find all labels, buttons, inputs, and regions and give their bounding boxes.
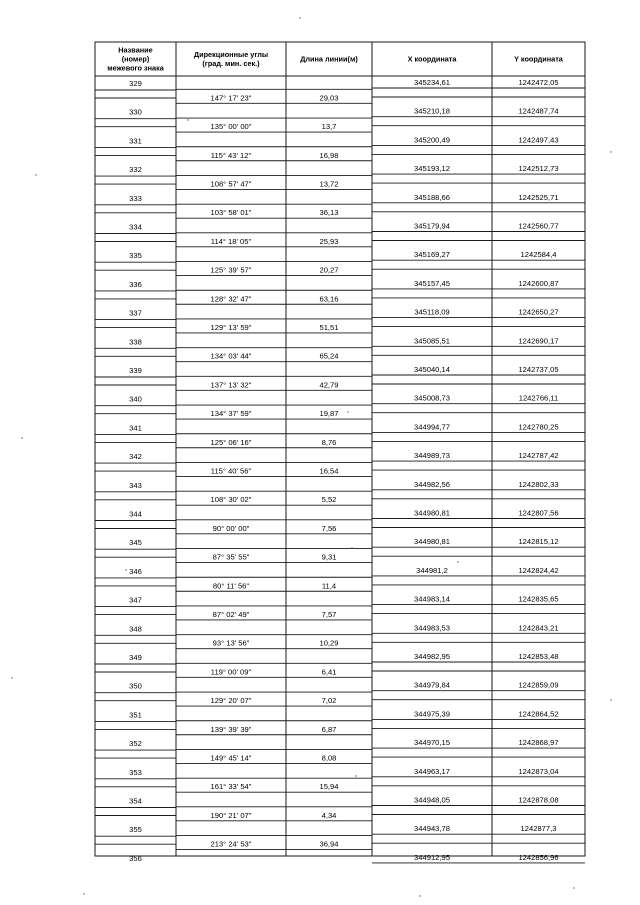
direction-angle-cell: 149° 45' 14" (210, 753, 252, 763)
point-name-cell: 343 (129, 480, 142, 490)
line-length-cell: 65,24 (319, 351, 339, 361)
header-point-name: (номер) (121, 54, 150, 64)
scan-speck (347, 411, 348, 412)
scan-speck (573, 887, 574, 888)
line-length-cell: 9,31 (321, 552, 337, 562)
y-coordinate-cell: 1242472,05 (518, 78, 559, 87)
point-name-cell: 341 (129, 423, 142, 433)
x-coordinate-cell: 344983,53 (414, 623, 450, 633)
direction-angle-cell: 80° 11' 56" (212, 581, 250, 591)
x-coordinate-cell: 344943,78 (414, 824, 450, 834)
x-coordinate-cell: 345200,49 (414, 135, 450, 145)
scan-speck (355, 775, 356, 776)
line-length-cell: 5,52 (321, 495, 337, 505)
line-length-cell: 8,08 (321, 753, 337, 763)
direction-angle-cell: 87° 02' 49" (212, 609, 250, 619)
direction-angle-cell: 129° 20' 07" (210, 696, 252, 706)
line-length-cell: 15,94 (319, 782, 339, 792)
scan-speck (11, 677, 12, 678)
direction-angle-cell: 115° 43' 12" (210, 150, 252, 160)
x-coordinate-cell: 345188,66 (414, 192, 450, 202)
point-name-cell: 329 (129, 79, 142, 88)
line-length-cell: 36,13 (319, 208, 339, 218)
x-coordinate-cell: 344970,15 (414, 738, 450, 748)
scan-speck (125, 569, 126, 570)
line-length-cell: 20,27 (319, 265, 339, 275)
direction-angle-cell: 108° 57' 47" (210, 179, 252, 189)
direction-angle-cell: 135° 00' 00" (210, 122, 252, 132)
x-coordinate-cell: 345118,09 (414, 307, 450, 317)
y-coordinate-cell: 1242859,09 (518, 680, 559, 690)
point-name-cell: 342 (129, 452, 142, 462)
header-direction-angle: (град. мин. сек.) (202, 59, 260, 68)
y-coordinate-cell: 1242853,48 (518, 652, 559, 661)
y-coordinate-cell: 1242525,71 (518, 192, 559, 202)
line-length-cell: 7,56 (321, 523, 337, 533)
x-coordinate-cell: 345008,73 (414, 393, 450, 403)
line-length-cell: 51,51 (319, 322, 339, 332)
header-direction-angle: Дирекционные углы (193, 50, 269, 59)
x-coordinate-cell: 345234,61 (414, 78, 450, 87)
y-coordinate-cell: 1242873,04 (518, 766, 559, 776)
direction-angle-cell: 90° 00' 00" (212, 523, 250, 533)
direction-angle-cell: 137° 13' 32" (210, 380, 252, 390)
x-coordinate-cell: 345210,18 (414, 106, 450, 116)
line-length-cell: 7,57 (321, 609, 337, 619)
x-coordinate-cell: 345179,94 (414, 221, 450, 231)
y-coordinate-cell: 1242864,52 (518, 709, 559, 719)
y-coordinate-cell: 1242487,74 (518, 106, 559, 116)
table-grid (95, 42, 585, 863)
direction-angle-cell: 125° 39' 57" (210, 265, 252, 275)
point-name-cell: 356 (129, 853, 142, 863)
x-coordinate-cell: 345085,51 (414, 336, 450, 346)
header-point-name: межевого знака (107, 63, 164, 73)
point-name-cell: 348 (129, 624, 142, 634)
y-coordinate-cell: 1242497,43 (518, 135, 559, 145)
point-name-cell: 332 (129, 165, 142, 175)
y-coordinate-cell: 1242650,27 (518, 307, 559, 317)
line-length-cell: 63,16 (319, 294, 339, 304)
line-length-cell: 29,03 (319, 93, 339, 103)
line-length-cell: 16,98 (319, 150, 339, 160)
direction-angle-cell: 139° 39' 39" (210, 724, 252, 734)
direction-angle-cell: 134° 37' 59" (210, 409, 252, 419)
y-coordinate-cell: 1242787,42 (518, 451, 559, 461)
point-name-cell: 353 (129, 767, 142, 777)
line-length-cell: 7,02 (321, 696, 337, 706)
line-length-cell: 6,41 (321, 667, 337, 677)
x-coordinate-cell: 344980,81 (414, 537, 450, 547)
point-name-cell: 331 (129, 136, 142, 146)
point-name-cell: 338 (129, 337, 142, 347)
line-length-cell: 42,79 (319, 380, 339, 390)
header-y-coordinate: Y координата (514, 54, 563, 64)
x-coordinate-cell: 344981,2 (416, 565, 448, 575)
x-coordinate-cell: 344983,14 (414, 594, 450, 604)
direction-angle-cell: 115° 40' 56" (210, 466, 252, 476)
point-name-cell: 340 (129, 394, 142, 404)
scan-speck (21, 437, 22, 438)
x-coordinate-cell: 344912,95 (414, 852, 450, 862)
y-coordinate-cell: 1242843,21 (518, 623, 559, 633)
point-name-cell: 346 (129, 566, 142, 576)
x-coordinate-cell: 344980,81 (414, 508, 450, 518)
header-point-name: Название (118, 45, 153, 55)
scan-speck (419, 895, 420, 896)
point-name-cell: 355 (129, 825, 142, 835)
scan-speck (457, 561, 458, 562)
y-coordinate-cell: 1242877,3 (520, 824, 557, 834)
scan-speck (610, 151, 611, 152)
y-coordinate-cell: 1242878,08 (518, 795, 559, 805)
point-name-cell: 333 (129, 193, 142, 203)
line-length-cell: 19,87 (319, 409, 339, 419)
y-coordinate-cell: 1242868,97 (518, 738, 559, 748)
direction-angle-cell: 190° 21' 07" (210, 810, 252, 820)
scan-speck (35, 174, 36, 175)
point-name-cell: 339 (129, 366, 142, 375)
x-coordinate-cell: 344982,56 (414, 479, 450, 489)
y-coordinate-cell: 1242815,12 (518, 537, 559, 547)
x-coordinate-cell: 344982,95 (414, 652, 450, 661)
point-name-cell: 334 (129, 222, 142, 232)
line-length-cell: 13,7 (321, 122, 337, 132)
point-name-cell: 351 (129, 710, 142, 720)
y-coordinate-cell: 1242560,77 (518, 221, 559, 231)
direction-angle-cell: 134° 03' 44" (210, 351, 252, 361)
point-name-cell: 344 (129, 509, 142, 519)
line-length-cell: 16,54 (319, 466, 339, 476)
y-coordinate-cell: 1242835,65 (518, 594, 559, 604)
y-coordinate-cell: 1242512,73 (518, 164, 559, 174)
line-length-cell: 11,4 (321, 581, 337, 591)
header-x-coordinate: X координата (407, 54, 457, 64)
line-length-cell: 25,93 (319, 236, 339, 246)
direction-angle-cell: 108° 30' 02" (210, 495, 252, 505)
line-length-cell: 6,87 (321, 724, 337, 734)
x-coordinate-cell: 344989,73 (414, 451, 450, 461)
point-name-cell: 352 (129, 739, 142, 749)
x-coordinate-cell: 345157,45 (414, 278, 450, 288)
table-border (95, 42, 585, 856)
scan-speck (187, 119, 188, 120)
direction-angle-cell: 103° 58' 01" (210, 208, 252, 218)
line-length-cell: 13,72 (319, 179, 339, 189)
direction-angle-cell: 129° 13' 59" (210, 322, 252, 332)
direction-angle-cell: 93° 13' 56" (212, 638, 250, 648)
y-coordinate-cell: 1242780,25 (518, 422, 559, 432)
point-name-cell: 350 (129, 681, 142, 691)
direction-angle-cell: 213° 24' 53" (210, 839, 252, 849)
point-name-cell: 330 (129, 107, 142, 117)
line-length-cell: 36,94 (319, 839, 339, 849)
point-name-cell: 345 (129, 538, 142, 548)
direction-angle-cell: 161° 33' 54" (210, 782, 252, 792)
line-length-cell: 10,29 (319, 638, 339, 648)
point-name-cell: 336 (129, 279, 142, 289)
direction-angle-cell: 147° 17' 23" (210, 93, 252, 103)
y-coordinate-cell: 1242690,17 (518, 336, 559, 346)
y-coordinate-cell: 1242824,42 (518, 565, 559, 575)
y-coordinate-cell: 1242802,33 (518, 479, 559, 489)
direction-angle-cell: 114° 18' 05" (210, 236, 252, 246)
x-coordinate-cell: 345040,14 (414, 365, 450, 374)
y-coordinate-cell: 1242584,4 (520, 250, 557, 260)
y-coordinate-cell: 1242856,96 (518, 852, 559, 862)
x-coordinate-cell: 344994,77 (414, 422, 450, 432)
scan-speck (83, 893, 84, 894)
point-name-cell: 347 (129, 595, 142, 605)
scan-speck (610, 699, 611, 700)
x-coordinate-cell: 344979,84 (414, 680, 450, 690)
y-coordinate-cell: 1242737,05 (518, 365, 559, 374)
y-coordinate-cell: 1242807,56 (518, 508, 559, 518)
x-coordinate-cell: 344963,17 (414, 766, 450, 776)
point-name-cell: 337 (129, 308, 142, 318)
line-length-cell: 8,76 (321, 437, 337, 447)
x-coordinate-cell: 344975,39 (414, 709, 450, 719)
x-coordinate-cell: 345169,27 (414, 250, 450, 260)
point-name-cell: 354 (129, 796, 142, 806)
direction-angle-cell: 119° 00' 09" (210, 667, 252, 677)
direction-angle-cell: 87° 35' 55" (212, 552, 250, 562)
x-coordinate-cell: 345193,12 (414, 164, 450, 174)
x-coordinate-cell: 344948,05 (414, 795, 450, 805)
y-coordinate-cell: 1242766,11 (518, 393, 559, 403)
point-name-cell: 335 (129, 251, 142, 261)
direction-angle-cell: 128° 32' 47" (210, 294, 252, 304)
y-coordinate-cell: 1242600,87 (518, 278, 559, 288)
direction-angle-cell: 125° 06' 16" (210, 437, 252, 447)
scan-speck (299, 17, 300, 18)
line-length-cell: 4,34 (321, 810, 337, 820)
point-name-cell: 349 (129, 653, 142, 662)
scan-speck (351, 547, 352, 548)
header-line-length: Длина линии(м) (300, 54, 358, 64)
